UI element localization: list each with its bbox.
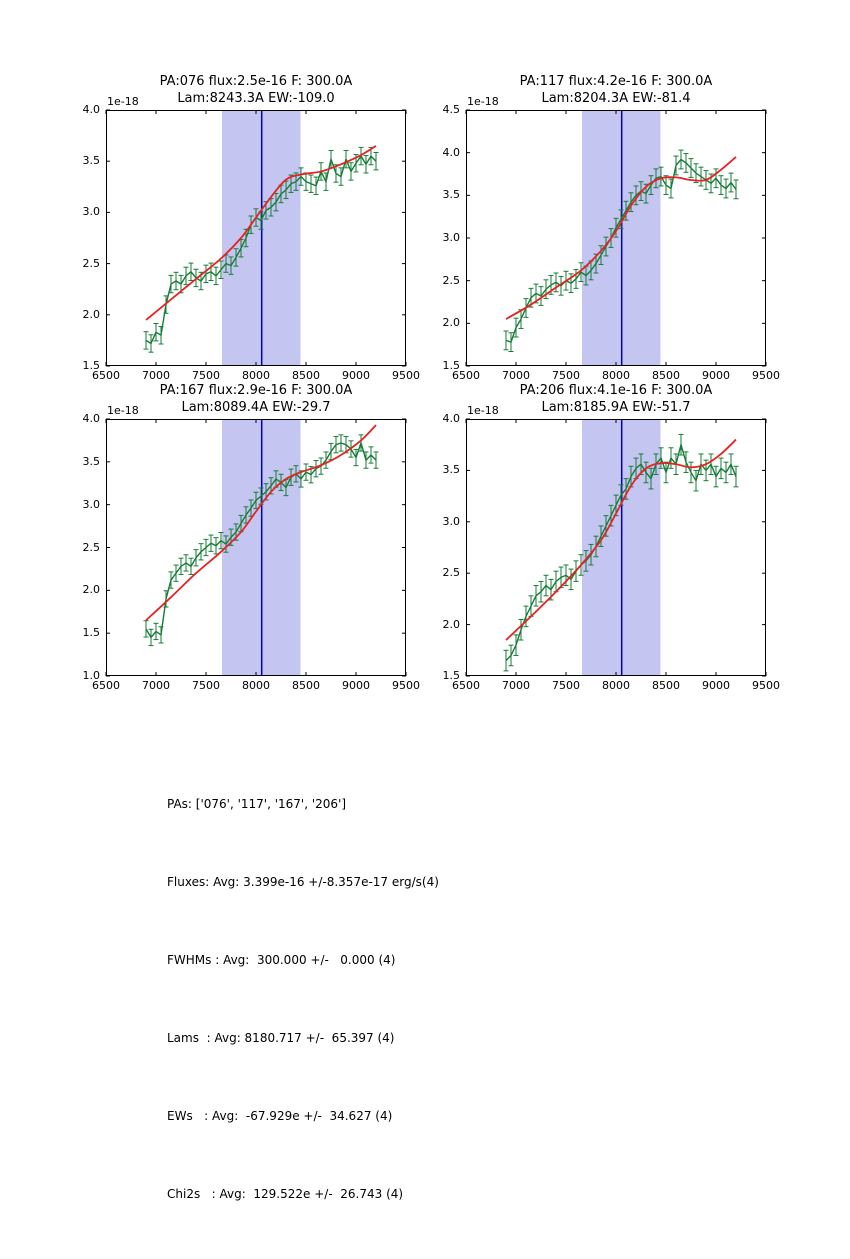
y-tick-label: 2.5 bbox=[442, 273, 460, 287]
subplot-pa-117 bbox=[442, 74, 780, 382]
x-tick-label: 7000 bbox=[502, 679, 530, 692]
summary-line-chi2s: Chi2s : Avg: 129.522e +/- 26.743 (4) bbox=[167, 1187, 404, 1201]
x-tick-label: 7500 bbox=[552, 679, 580, 692]
y-tick-label: 3.0 bbox=[442, 515, 460, 529]
y-tick-label: 3.0 bbox=[442, 231, 460, 245]
x-tick-label: 8500 bbox=[292, 369, 320, 382]
y-tick-label: 4.0 bbox=[442, 145, 460, 159]
y-axis-offset-label: 1e-18 bbox=[107, 404, 139, 417]
x-tick-label: 9500 bbox=[392, 679, 420, 692]
x-tick-label: 8000 bbox=[242, 369, 270, 382]
y-axis-offset-label: 1e-18 bbox=[107, 95, 139, 108]
y-tick-label: 4.0 bbox=[82, 103, 100, 117]
x-tick-label: 8000 bbox=[242, 679, 270, 692]
x-tick-label: 9500 bbox=[392, 369, 420, 382]
x-tick-label: 8500 bbox=[292, 679, 320, 692]
y-tick-label: 1.5 bbox=[442, 359, 460, 373]
y-tick-label: 2.0 bbox=[442, 617, 460, 631]
x-tick-label: 6500 bbox=[452, 679, 480, 692]
y-tick-label: 2.5 bbox=[82, 540, 100, 554]
y-tick-label: 3.5 bbox=[442, 463, 460, 477]
x-tick-label: 6500 bbox=[92, 369, 120, 382]
y-tick-label: 2.0 bbox=[82, 308, 100, 322]
x-tick-label: 7500 bbox=[192, 679, 220, 692]
x-tick-label: 6500 bbox=[92, 679, 120, 692]
x-tick-label: 9000 bbox=[702, 679, 730, 692]
x-tick-label: 8000 bbox=[602, 369, 630, 382]
y-tick-label: 1.5 bbox=[442, 669, 460, 683]
x-tick-label: 7000 bbox=[142, 369, 170, 382]
plot-title-line2: Lam:8185.9A EW:-51.7 bbox=[541, 400, 691, 415]
y-tick-label: 1.5 bbox=[82, 359, 100, 373]
x-tick-label: 9500 bbox=[752, 369, 780, 382]
summary-text bbox=[167, 739, 439, 1259]
x-tick-label: 9000 bbox=[702, 369, 730, 382]
plot-canvas bbox=[466, 419, 766, 676]
x-tick-label: 9000 bbox=[342, 679, 370, 692]
y-tick-label: 3.0 bbox=[82, 205, 100, 219]
summary-line-ews: EWs : Avg: -67.929e +/- 34.627 (4) bbox=[167, 1109, 393, 1123]
plot-title-line1: PA:206 flux:4.1e-16 F: 300.0A bbox=[519, 383, 713, 398]
x-tick-label: 8500 bbox=[652, 679, 680, 692]
plot-title-line2: Lam:8243.3A EW:-109.0 bbox=[177, 91, 335, 106]
x-tick-label: 7500 bbox=[192, 369, 220, 382]
plot-title-line1: PA:117 flux:4.2e-16 F: 300.0A bbox=[519, 74, 713, 89]
x-tick-label: 8500 bbox=[652, 369, 680, 382]
y-axis-offset-label: 1e-18 bbox=[467, 404, 499, 417]
y-axis-offset-label: 1e-18 bbox=[467, 95, 499, 108]
plot-canvas bbox=[106, 110, 406, 366]
y-tick-label: 3.5 bbox=[442, 188, 460, 202]
subplot-pa-206 bbox=[442, 383, 780, 692]
x-tick-label: 7500 bbox=[552, 369, 580, 382]
x-tick-label: 9000 bbox=[342, 369, 370, 382]
subplot-pa-076 bbox=[82, 74, 420, 382]
y-tick-label: 1.5 bbox=[82, 626, 100, 640]
y-tick-label: 4.5 bbox=[442, 103, 460, 117]
x-tick-label: 7000 bbox=[502, 369, 530, 382]
y-tick-label: 4.0 bbox=[442, 412, 460, 426]
summary-line-fwhms: FWHMs : Avg: 300.000 +/- 0.000 (4) bbox=[167, 953, 396, 967]
plot-canvas bbox=[106, 419, 406, 676]
plot-title-line2: Lam:8204.3A EW:-81.4 bbox=[541, 91, 691, 106]
plot-title-line1: PA:076 flux:2.5e-16 F: 300.0A bbox=[159, 74, 353, 89]
plot-title-line1: PA:167 flux:2.9e-16 F: 300.0A bbox=[159, 383, 353, 398]
plot-canvas bbox=[466, 110, 766, 366]
y-tick-label: 3.5 bbox=[82, 455, 100, 469]
summary-line-fluxes: Fluxes: Avg: 3.399e-16 +/-8.357e-17 erg/s(4) bbox=[167, 875, 439, 889]
y-tick-label: 4.0 bbox=[82, 412, 100, 426]
x-tick-label: 8000 bbox=[602, 679, 630, 692]
y-tick-label: 2.5 bbox=[442, 566, 460, 580]
subplot-pa-167 bbox=[82, 383, 420, 692]
summary-line-pas: PAs: ['076', '117', '167', '206'] bbox=[167, 797, 347, 811]
x-tick-label: 9500 bbox=[752, 679, 780, 692]
x-tick-label: 7000 bbox=[142, 679, 170, 692]
y-tick-label: 2.0 bbox=[442, 316, 460, 330]
y-tick-label: 2.5 bbox=[82, 256, 100, 270]
y-tick-label: 2.0 bbox=[82, 583, 100, 597]
plot-title-line2: Lam:8089.4A EW:-29.7 bbox=[181, 400, 331, 415]
y-tick-label: 3.5 bbox=[82, 154, 100, 168]
y-tick-label: 3.0 bbox=[82, 497, 100, 511]
x-tick-label: 6500 bbox=[452, 369, 480, 382]
y-tick-label: 1.0 bbox=[82, 669, 100, 683]
summary-line-lams: Lams : Avg: 8180.717 +/- 65.397 (4) bbox=[167, 1031, 395, 1045]
